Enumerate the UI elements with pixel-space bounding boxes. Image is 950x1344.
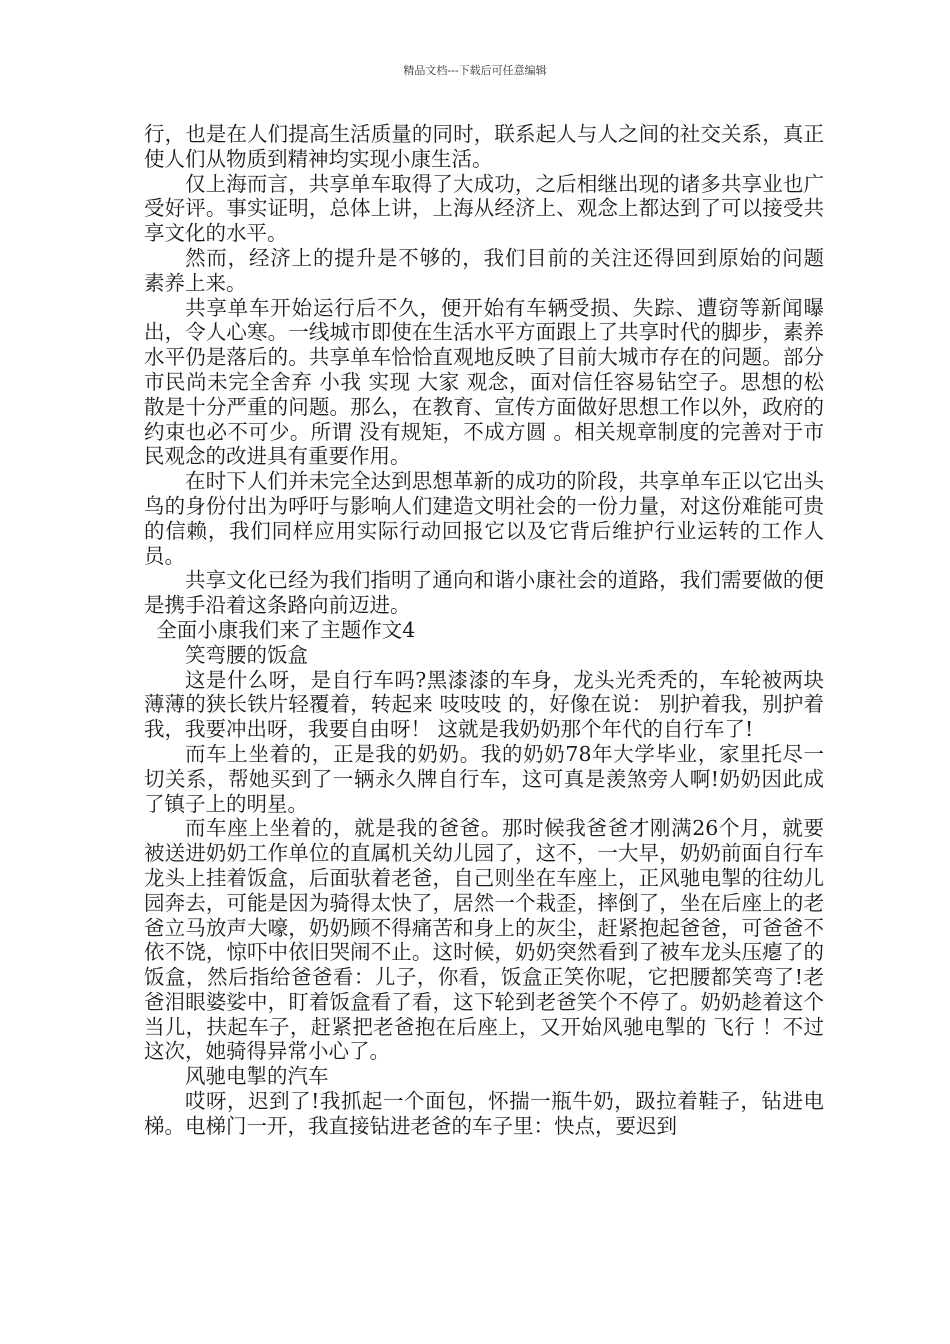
paragraph: 而车座上坐着的，就是我的爸爸。那时候我爸爸才刚满26个月，就要被送进奶奶工作单位的直属机关幼儿园了，这不，一大早，奶奶前面自行车龙头上挂着饭盒，后面驮着老爸，自己则坐在车座上，正风驰电掣的往幼儿园奔去，可能是因为骑得太快了，居然一个栽歪，摔倒了，坐在后座上的老爸立马放声大嚎，奶奶顾不得痛苦和身上的灰尘，赶紧抱起爸爸，可爸爸不依不饶，惊吓中依旧哭闹不止。这时候，奶奶突然看到了被车龙头压瘪了的饭盒，然后指给爸爸看：儿子，你看，饭盒正笑你呢，它把腰都笑弯了!老爸泪眼婆娑中，盯着饭盒看了看，这下轮到老爸笑个不停了。奶奶趁着这个当儿，扶起车子，赶紧把老爸抱在后座上，又开始风驰电掣的 飞行 ！不过这次，她骑得异常小心了。 bbox=[144, 816, 824, 1064]
paragraph: 仅上海而言，共享单车取得了大成功，之后相继出现的诸多共享业也广受好评。事实证明，总体上讲，上海从经济上、观念上都达到了可以接受共享文化的水平。 bbox=[144, 171, 824, 246]
document-body bbox=[144, 122, 824, 1139]
paragraph: 共享单车开始运行后不久，便开始有车辆受损、失踪、遭窃等新闻曝出，令人心寒。一线城市即使在生活水平方面跟上了共享时代的脚步，素养水平仍是落后的。共享单车恰恰直观地反映了目前大城市存在的问题。部分市民尚未完全舍弃 小我 实现 大家 观念，面对信任容易钻空子。思想的松散是十分严重的问题。那么，在教育、宣传方面做好思想工作以外，政府的约束也必不可少。所谓 没有规矩，不成方圆 。相关规章制度的完善对于市民观念的改进具有重要作用。 bbox=[144, 295, 824, 469]
paragraph: 在时下人们并未完全达到思想革新的成功的阶段，共享单车正以它出头鸟的身份付出为呼吁与影响人们建造文明社会的一份力量，对这份难能可贵的信赖，我们同样应用实际行动回报它以及它背后维护行业运转的工作人员。 bbox=[144, 469, 824, 568]
essay-title: 全面小康我们来了主题作文4 bbox=[156, 617, 416, 642]
paragraph: 然而，经济上的提升是不够的，我们目前的关注还得回到原始的问题 素养上来。 bbox=[144, 245, 824, 295]
section-heading: 风驰电掣的汽车 bbox=[185, 1064, 329, 1089]
paragraph: 哎呀，迟到了!我抓起一个面包，怀揣一瓶牛奶，趿拉着鞋子，钻进电梯。电梯门一开，我直接钻进老爸的车子里：快点，要迟到 bbox=[144, 1089, 824, 1138]
paragraph: 而车上坐着的，正是我的奶奶。我的奶奶78年大学毕业，家里托尽一切关系，帮她买到了一辆永久牌自行车，这可真是羡煞旁人啊!奶奶因此成了镇子上的明星。 bbox=[144, 741, 824, 816]
paragraph: 这是什么呀，是自行车吗?黑漆漆的车身，龙头光秃秃的，车轮被两块薄薄的狭长铁片轻覆着，转起来 吱吱吱 的，好像在说： 别护着我，别护着我，我要冲出呀，我要自由呀！ 这就是我奶奶那个年代的自行车了! bbox=[144, 667, 824, 742]
section-heading: 笑弯腰的饭盒 bbox=[185, 642, 308, 667]
paragraph: 行，也是在人们提高生活质量的同时，联系起人与人之间的社交关系，真正使人们从物质到精神均实现小康生活。 bbox=[144, 122, 824, 171]
page-header: 精品文档---下载后可任意编辑 bbox=[403, 64, 547, 77]
paragraph: 共享文化已经为我们指明了通向和谐小康社会的道路，我们需要做的便是携手沿着这条路向前迈进。 bbox=[144, 568, 824, 618]
